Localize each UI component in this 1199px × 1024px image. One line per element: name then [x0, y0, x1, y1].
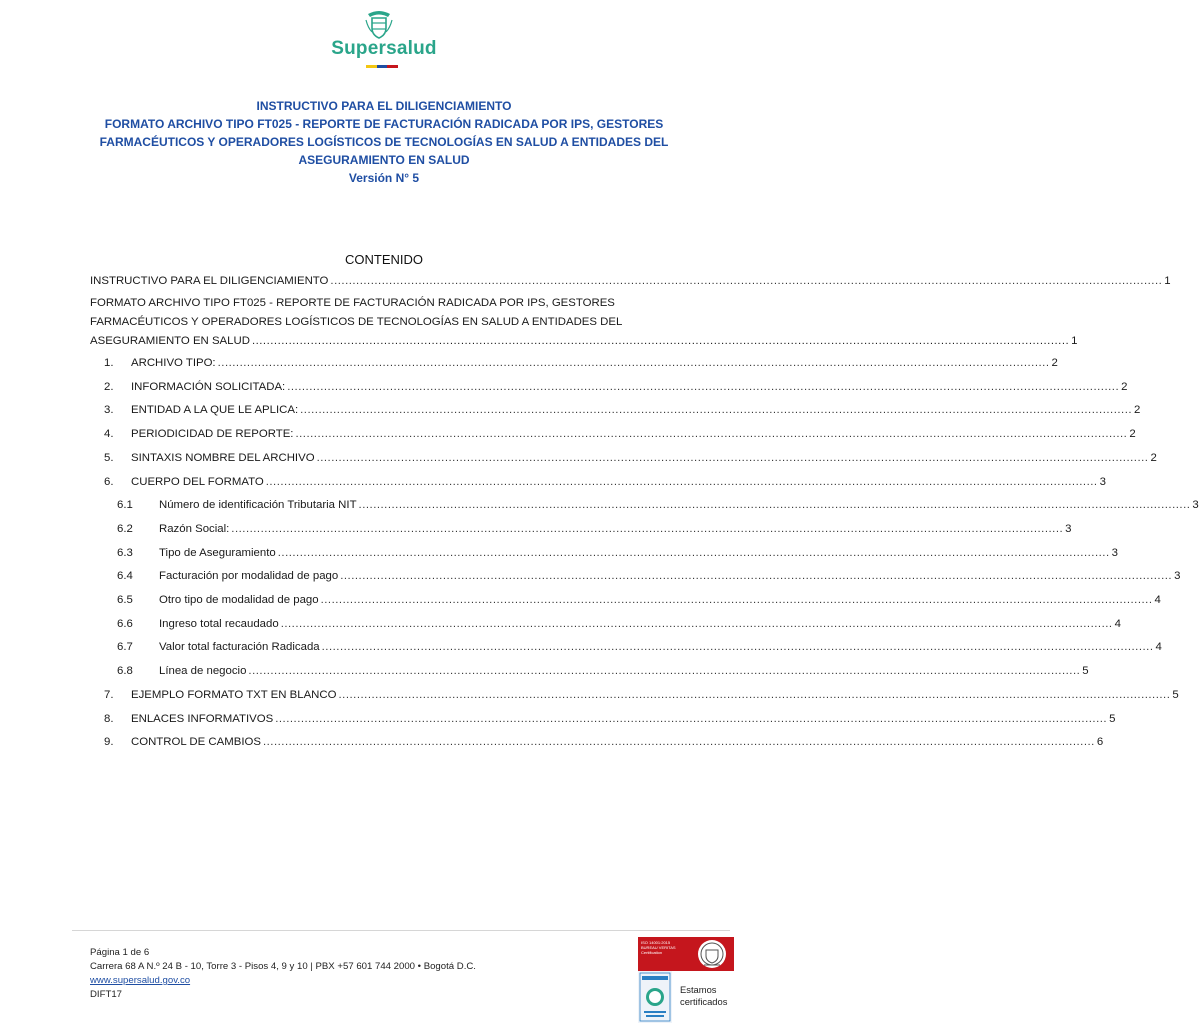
flag-yellow: [366, 65, 377, 68]
toc-leader: [281, 615, 1113, 633]
toc-entry-label: EJEMPLO FORMATO TXT EN BLANCO: [131, 688, 337, 701]
toc-entry-label: Tipo de Aseguramiento: [159, 546, 276, 559]
toc-leader: [321, 591, 1153, 609]
toc-entry-label: INSTRUCTIVO PARA EL DILIGENCIAMIENTO: [90, 275, 329, 287]
toc-page-number: 3: [1192, 499, 1199, 512]
toc-entry-number: 3.: [104, 404, 114, 417]
toc-leader: [317, 449, 1149, 467]
toc-entry-label: Valor total facturación Radicada: [159, 641, 320, 654]
toc-entry[interactable]: [104, 401, 1141, 419]
toc-leader: [248, 662, 1080, 680]
toc-entry-label: ENTIDAD A LA QUE LE APLICA:: [131, 404, 299, 417]
toc-entry-number: 5.: [104, 451, 114, 464]
toc-entry[interactable]: [104, 425, 1136, 443]
toc-page-number: 4: [1154, 594, 1161, 606]
toc-page-number: 3: [1174, 570, 1181, 583]
toc-leader: [339, 686, 1171, 704]
toc-entry-number: 6.6: [117, 617, 133, 630]
toc-entry-label: SINTAXIS NOMBRE DEL ARCHIVO: [131, 451, 315, 464]
page-number-label: Página 1 de 6: [90, 947, 150, 958]
toc-entry-number: 6.2: [117, 522, 133, 535]
toc-entry-label: ENLACES INFORMATIVOS: [131, 712, 274, 725]
title-line-4: ASEGURAMIENTO EN SALUD: [298, 153, 470, 167]
toc-page-number: 1: [1071, 335, 1078, 347]
toc-entry[interactable]: [104, 449, 1157, 467]
contents-heading: CONTENIDO: [345, 252, 423, 267]
toc-page-number: 1: [1164, 275, 1171, 287]
toc-formato-line-3: ASEGURAMIENTO EN SALUD: [90, 335, 250, 347]
toc-formato-line-1: FORMATO ARCHIVO TIPO FT025 - REPORTE DE FACTURACIÓN RADICADA POR IPS, GESTORES: [90, 297, 615, 309]
toc-entry[interactable]: [104, 710, 1116, 728]
toc-entry-number: 6.8: [117, 665, 133, 678]
toc-page-number: 5: [1172, 688, 1179, 701]
toc-leader: [330, 272, 1162, 290]
toc-entry-label: ARCHIVO TIPO:: [131, 357, 216, 369]
toc-entry[interactable]: [117, 615, 1121, 633]
toc-page-number: 5: [1109, 712, 1116, 725]
toc-entry-number: 6.3: [117, 546, 133, 559]
page-header: [0, 0, 768, 80]
toc-page-number: 4: [1114, 617, 1121, 630]
flag-blue: [377, 65, 388, 68]
toc-entry-label: Número de identificación Tributaria NIT: [159, 499, 357, 512]
toc-page-number: 3: [1065, 522, 1072, 535]
version-label: Versión N° 5: [348, 171, 420, 185]
toc-leader: [287, 378, 1119, 396]
toc-entry-intro[interactable]: [90, 272, 1171, 290]
toc-entry[interactable]: [104, 733, 1104, 751]
certified-line-1: Estamos: [680, 984, 717, 995]
toc-page-number: 2: [1129, 428, 1136, 441]
document-code: DIFT17: [90, 989, 122, 1000]
certification-badge: [638, 937, 734, 1023]
toc-entry-number: 6.4: [117, 570, 133, 583]
toc-entry-number: 8.: [104, 712, 114, 725]
toc-entry[interactable]: [104, 354, 1058, 372]
toc-leader: [263, 733, 1095, 751]
toc-entry-label: Facturación por modalidad de pago: [159, 570, 339, 583]
toc-leader: [322, 638, 1154, 656]
title-line-1: INSTRUCTIVO PARA EL DILIGENCIAMIENTO: [256, 99, 512, 113]
toc-page-number: 6: [1096, 736, 1104, 749]
footer-info: [90, 946, 476, 1002]
toc-page-number: 2: [1150, 451, 1157, 464]
brand-logo-text: Supersalud: [331, 38, 437, 59]
iso-cert-label: [638, 937, 690, 971]
toc-leader: [275, 710, 1107, 728]
toc-entry-label: Línea de negocio: [159, 665, 247, 678]
toc-leader: [218, 354, 1050, 372]
toc-leader: ...............................................................................................................................................................................................................................: [251, 335, 1070, 347]
toc-leader: [359, 496, 1191, 514]
title-line-2: FORMATO ARCHIVO TIPO FT025 - REPORTE DE FACTURACIÓN RADICADA POR IPS, GESTORES: [104, 117, 664, 131]
toc-leader: [300, 401, 1132, 419]
toc-leader: [340, 567, 1172, 585]
title-line-3: FARMACÉUTICOS Y OPERADORES LOGÍSTICOS DE TECNOLOGÍAS EN SALUD A ENTIDADES DEL: [99, 135, 669, 149]
coat-of-arms-icon: [364, 8, 394, 40]
toc-entry-number: 2.: [104, 380, 114, 393]
toc-page-number: 4: [1155, 641, 1162, 654]
toc-entry-number: 1.: [104, 357, 114, 369]
toc-entry-number: 6.5: [117, 594, 133, 606]
toc-page-number: 2: [1051, 357, 1058, 369]
toc-leader: [278, 544, 1110, 562]
document-title: [80, 97, 688, 187]
toc-entry[interactable]: [104, 473, 1106, 491]
flag-red: [387, 65, 398, 68]
flag-stripe: [366, 65, 398, 68]
toc-entry-formato[interactable]: [90, 294, 1078, 351]
toc-entry-number: 6.1: [117, 499, 133, 512]
toc-entry[interactable]: [117, 591, 1161, 609]
toc-entry-label: CONTROL DE CAMBIOS: [131, 736, 261, 749]
website-link[interactable]: www.supersalud.gov.co: [90, 975, 191, 986]
toc-entry-label: Ingreso total recaudado: [159, 617, 279, 630]
toc-page-number: 3: [1111, 546, 1118, 559]
toc-entry-label: CUERPO DEL FORMATO: [131, 475, 264, 488]
cert-badge-line-2: BUREAU VERITAS: [641, 945, 676, 950]
address-text: Carrera 68 A N.º 24 B - 10, Torre 3 - Pisos 4, 9 y 10 | PBX +57 601 744 2000 • Bogotá D.C.: [90, 961, 476, 972]
toc-page-number: 2: [1121, 380, 1128, 393]
toc-entry[interactable]: [117, 544, 1118, 562]
footer-divider: [72, 930, 730, 931]
toc-leader: [295, 425, 1127, 443]
toc-entry-number: 6.: [104, 475, 114, 488]
toc-formato-line-2: FARMACÉUTICOS Y OPERADORES LOGÍSTICOS DE TECNOLOGÍAS EN SALUD A ENTIDADES DEL: [90, 316, 623, 328]
toc-entry-label: INFORMACIÓN SOLICITADA:: [131, 380, 286, 393]
toc-entry[interactable]: [117, 496, 1199, 514]
toc-entry[interactable]: [117, 662, 1089, 680]
toc-entry-number: 7.: [104, 688, 114, 701]
toc-entry[interactable]: [117, 638, 1162, 656]
toc-page-number: 5: [1082, 665, 1089, 678]
certified-caption: [680, 984, 727, 1008]
toc-entry-label: Otro tipo de modalidad de pago: [159, 594, 319, 606]
toc-entry-number: 4.: [104, 428, 114, 441]
toc-entry-label: Razón Social:: [159, 522, 230, 535]
toc-entry[interactable]: [117, 520, 1072, 538]
cert-badge-line-3: Certification: [641, 950, 663, 955]
toc-leader: [231, 520, 1063, 538]
cert-badge-line-1: ISO 14001:2015: [641, 940, 671, 945]
toc-page-number: 2: [1134, 404, 1141, 417]
toc-entry[interactable]: [104, 378, 1128, 396]
toc-page-number: 3: [1099, 475, 1106, 488]
toc-entry-number: 9.: [104, 736, 114, 749]
toc-leader: [266, 473, 1098, 491]
toc-entry[interactable]: [117, 567, 1181, 585]
bureau-veritas-seal-icon: [690, 937, 734, 971]
toc-entry-label: PERIODICIDAD DE REPORTE:: [131, 428, 294, 441]
certified-line-2: certificados: [680, 996, 728, 1007]
toc-entry-number: 6.7: [117, 641, 133, 654]
toc-entry[interactable]: [104, 686, 1179, 704]
icontec-logo-icon: [638, 971, 672, 1023]
